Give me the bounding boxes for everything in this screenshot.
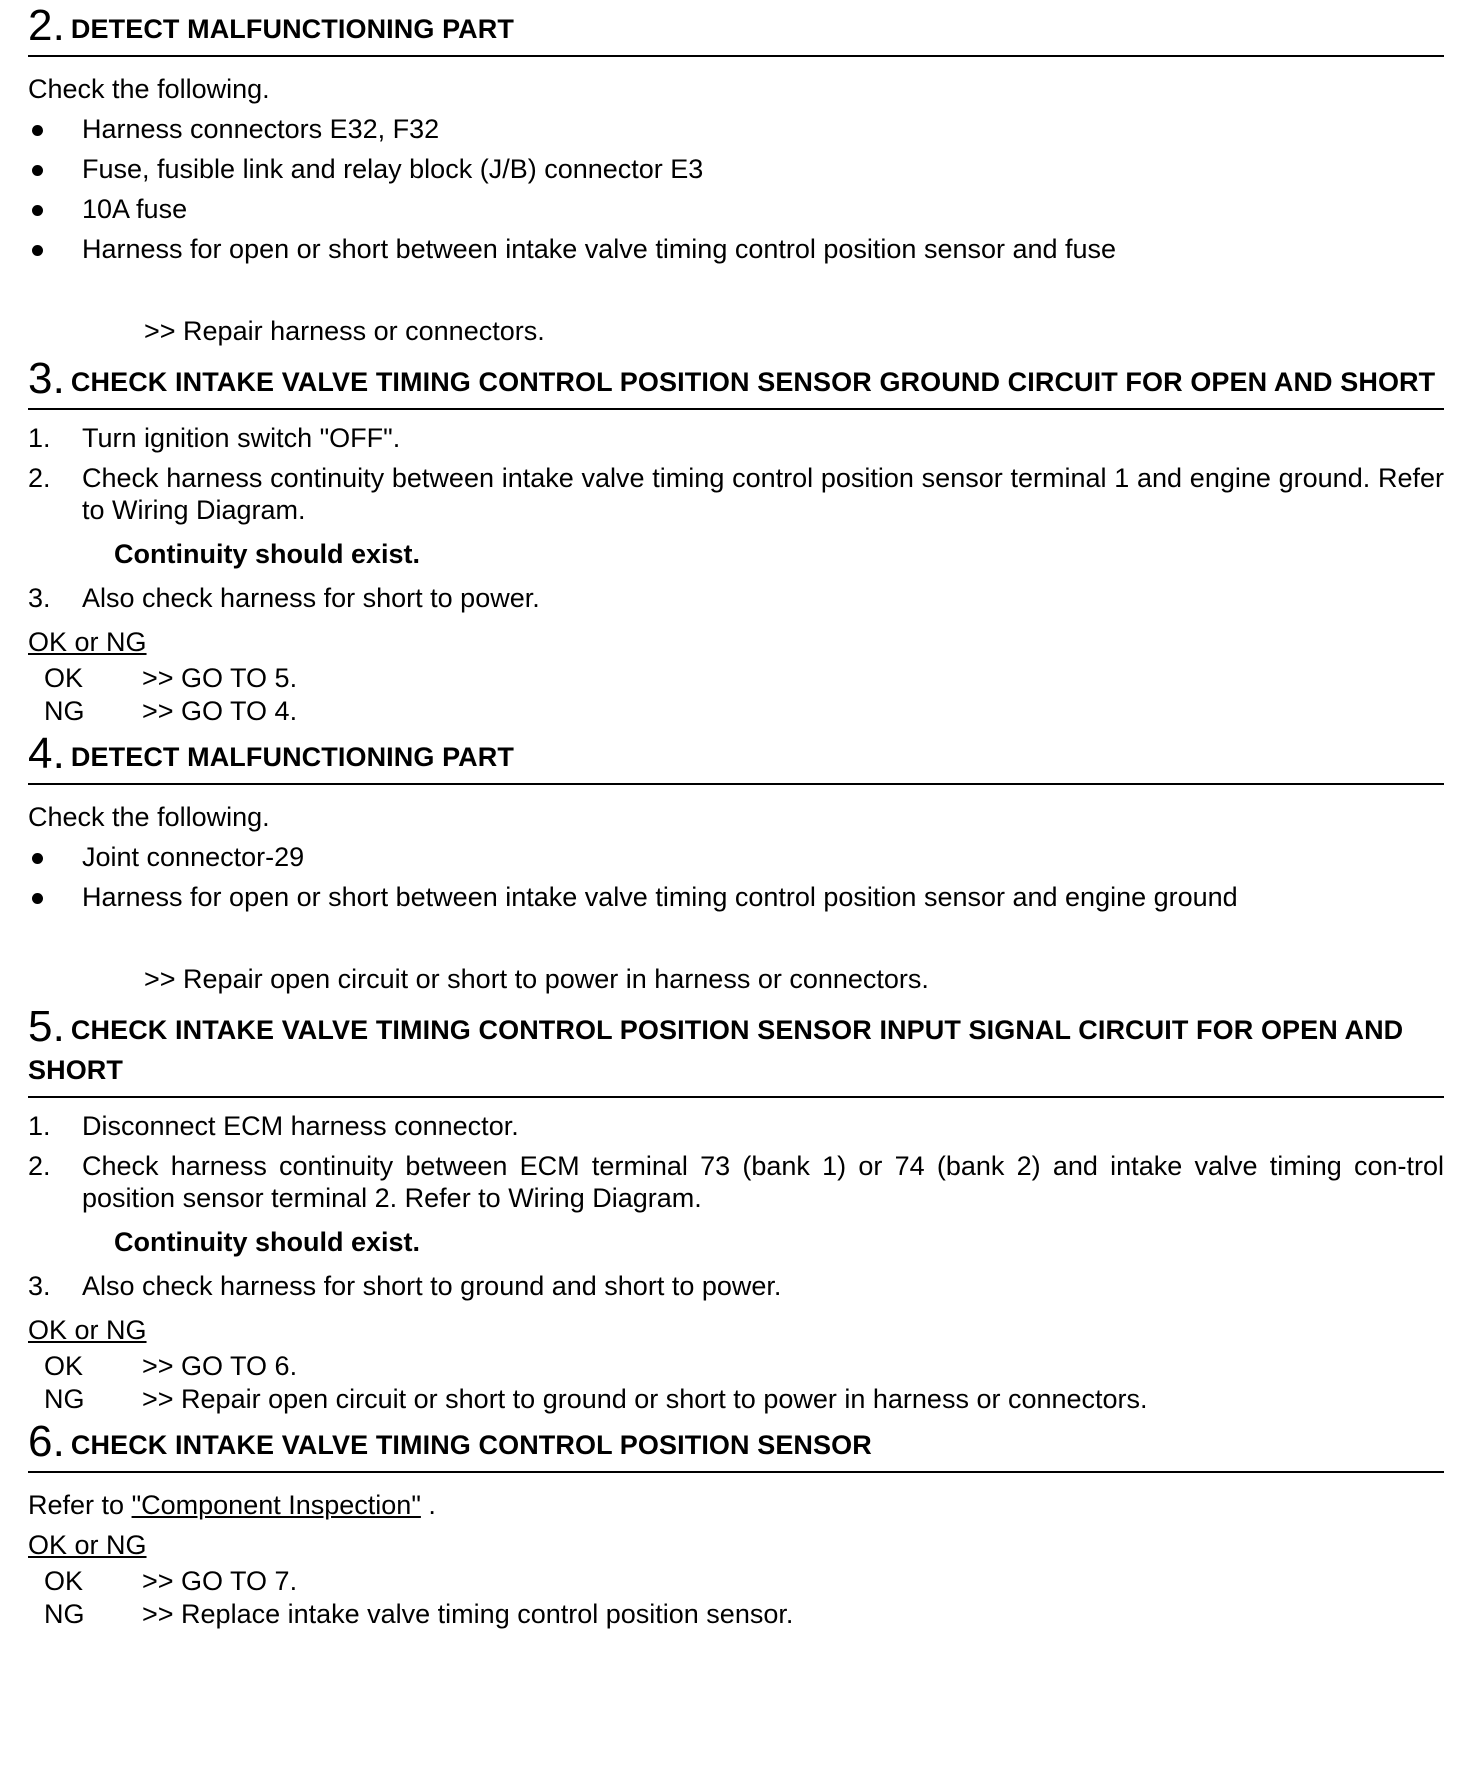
intro-text: Check the following.: [28, 74, 270, 104]
step-4-header: [28, 729, 1444, 785]
bullet-icon: [32, 125, 43, 136]
result-text: >> Repair open circuit or short to ground or short to power in harness or connectors.: [142, 1384, 1148, 1414]
result-text: >> Replace intake valve timing control position sensor.: [142, 1599, 794, 1629]
step-number: 2.: [28, 1, 65, 50]
result-text: >> GO TO 5.: [142, 663, 298, 693]
step-3-header: [28, 354, 1444, 410]
step-4: [28, 729, 1444, 999]
step-title: DETECT MALFUNCTIONING PART: [70, 14, 514, 44]
bullet-icon: [32, 205, 43, 216]
step-2-header: [28, 1, 1444, 57]
result-row: [28, 662, 1444, 695]
check-list: [28, 109, 1444, 269]
step-number: 3.: [28, 354, 65, 403]
procedure-list: [28, 1110, 1444, 1214]
item-number: 1.: [28, 423, 51, 453]
result-tag: NG: [44, 1599, 85, 1629]
item-number: 1.: [28, 1111, 51, 1141]
list-item: [28, 109, 1444, 149]
result-text: >> GO TO 4.: [142, 696, 298, 726]
procedure-item: [28, 1150, 1444, 1214]
list-item: [28, 189, 1444, 229]
check-list: [28, 837, 1444, 917]
result-tag: OK: [44, 1566, 84, 1596]
result-row: [28, 1383, 1444, 1416]
list-item: [28, 149, 1444, 189]
list-item-text: 10A fuse: [82, 194, 188, 224]
step-title: CHECK INTAKE VALVE TIMING CONTROL POSITION SENSOR GROUND CIRCUIT FOR OPEN AND SHORT: [70, 367, 1436, 397]
procedure-list: [28, 582, 1444, 614]
item-number: 2.: [28, 1151, 51, 1181]
results: [28, 1565, 1444, 1631]
component-inspection-link[interactable]: "Component Inspection": [131, 1490, 421, 1520]
refer-prefix: Refer to: [28, 1490, 125, 1520]
step-2: [28, 1, 1444, 351]
action-text: >> Repair harness or connectors.: [144, 316, 545, 346]
list-item: [28, 229, 1444, 269]
result-row: [28, 1350, 1444, 1383]
procedure-list: [28, 422, 1444, 526]
result-text: >> GO TO 7.: [142, 1566, 298, 1596]
result-row: [28, 1598, 1444, 1631]
step-title: CHECK INTAKE VALVE TIMING CONTROL POSITION SENSOR INPUT SIGNAL CIRCUIT FOR OPEN AND SHORT: [28, 1015, 1404, 1085]
step-number: 6.: [28, 1417, 65, 1466]
step-6: [28, 1417, 1444, 1631]
step-number: 4.: [28, 729, 65, 778]
emphasis-text: Continuity should exist.: [114, 1227, 421, 1257]
step-3: [28, 354, 1444, 728]
result-tag: NG: [44, 1384, 85, 1414]
procedure-item: [28, 1110, 1444, 1142]
item-text: Check harness continuity between ECM terminal 73 (bank 1) or 74 (bank 2) and intake valve timing con-trol position sensor terminal 2. Refer to Wiring Diagram.: [82, 1151, 1444, 1213]
item-number: 3.: [28, 583, 51, 613]
results: [28, 662, 1444, 728]
service-manual-page: [28, 0, 1444, 1637]
step-6-header: [28, 1417, 1444, 1473]
ok-ng-label: OK or NG: [28, 1315, 147, 1345]
list-item-text: Joint connector-29: [82, 842, 305, 872]
refer-suffix: .: [428, 1490, 436, 1520]
step-5: [28, 1002, 1444, 1416]
result-tag: NG: [44, 696, 85, 726]
item-text: Disconnect ECM harness connector.: [82, 1111, 519, 1141]
step-title: CHECK INTAKE VALVE TIMING CONTROL POSITION SENSOR: [70, 1430, 872, 1460]
result-row: [28, 1565, 1444, 1598]
bullet-icon: [32, 853, 43, 864]
intro-text: Check the following.: [28, 802, 270, 832]
step-title: DETECT MALFUNCTIONING PART: [70, 742, 514, 772]
list-item-text: Fuse, fusible link and relay block (J/B) connector E3: [82, 154, 704, 184]
item-text: Also check harness for short to power.: [82, 583, 540, 613]
results: [28, 1350, 1444, 1416]
list-item-text: Harness connectors E32, F32: [82, 114, 440, 144]
procedure-item: [28, 462, 1444, 526]
action-text: >> Repair open circuit or short to power in harness or connectors.: [144, 964, 929, 994]
step-5-header: [28, 1002, 1444, 1098]
procedure-item: [28, 582, 1444, 614]
procedure-item: [28, 422, 1444, 454]
result-text: >> GO TO 6.: [142, 1351, 298, 1381]
bullet-icon: [32, 245, 43, 256]
list-item-text: Harness for open or short between intake valve timing control position sensor and engine ground: [82, 882, 1238, 912]
procedure-list: [28, 1270, 1444, 1302]
list-item: [28, 877, 1444, 917]
item-number: 3.: [28, 1271, 51, 1301]
ok-ng-label: OK or NG: [28, 627, 147, 657]
item-text: Also check harness for short to ground and short to power.: [82, 1271, 782, 1301]
refer-text: [28, 1485, 1444, 1525]
ok-ng-label: OK or NG: [28, 1530, 147, 1560]
result-row: [28, 695, 1444, 728]
list-item: [28, 837, 1444, 877]
procedure-item: [28, 1270, 1444, 1302]
item-text: Check harness continuity between intake valve timing control position sensor terminal 1 and engine ground. Refer to Wiring Diagram.: [82, 463, 1444, 525]
step-number: 5.: [28, 1002, 65, 1051]
emphasis-text: Continuity should exist.: [114, 539, 421, 569]
item-number: 2.: [28, 463, 51, 493]
bullet-icon: [32, 893, 43, 904]
result-tag: OK: [44, 663, 84, 693]
result-tag: OK: [44, 1351, 84, 1381]
item-text: Turn ignition switch "OFF".: [82, 423, 401, 453]
bullet-icon: [32, 165, 43, 176]
list-item-text: Harness for open or short between intake valve timing control position sensor and fuse: [82, 234, 1117, 264]
